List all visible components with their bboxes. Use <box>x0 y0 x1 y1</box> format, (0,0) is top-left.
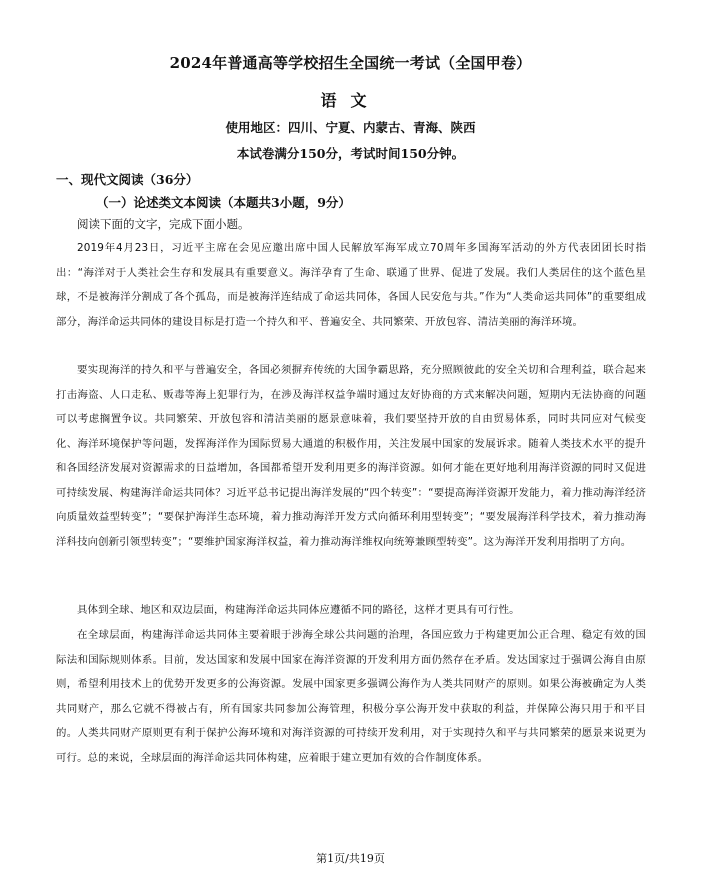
subsection-heading: （一）论述类文本阅读（本题共3小题，9分） <box>96 195 351 210</box>
paragraph-3: 具体到全球、地区和双边层面，构建海洋命运共同体应遵循不同的路径，这样才更具有可行性。 <box>77 604 520 616</box>
paragraph-2: 要实现海洋的持久和平与普遍安全，各国必须摒弃传统的大国争霸思路，充分照顾彼此的安全关切和合理利益，联合起来打击海盗、人口走私、贩毒等海上犯罪行为，在涉及海洋权益争端时通过友好协商的方式来解决问题，短期内无法协商的问题可以考虑搁置争议。共同繁荣、开放包容和清洁美丽的愿景意味着，我们要坚持开放的自由贸易体系，同时共同应对气候变化、海洋环境保护等问题，发挥海洋作为国际贸易大通道的积极作用，关注发展中国家的发展诉求。随着人类技术水平的提升和各国经济发展对资源需求的日益增加，各国都希望开发利用更多的海洋资源。如何才能在更好地利用海洋资源的同时又促进可持续发展、构建海洋命运共同体？习近平总书记提出海洋发展的“四个转变”：“要提高海洋资源开发能力，着力推动海洋经济向质量效益型转变”；“要保护海洋生态环境，着力推动海洋开发方式向循环利用型转变”；“要发展海洋科学技术，着力推动海洋科技向创新引领型转变”；“要维护国家海洋权益，着力推动海洋维权向统筹兼顾型转变”。这为海洋开发利用指明了方向。 <box>56 364 646 548</box>
paragraph-1: 2019年4月23日，习近平主席在会见应邀出席中国人民解放军海军成立70周年多国海军活动的外方代表团团长时指出：“海洋对于人类社会生存和发展具有重要意义。海洋孕育了生命、联通了世界、促进了发展。我们人类居住的这个蓝色星球，不是被海洋分割成了各个孤岛，而是被海洋连结成了命运共同体，各国人民安危与共。”作为“人类命运共同体”的重要组成部分，海洋命运共同体的建设目标是打造一个持久和平、普遍安全、共同繁荣、开放包容、清洁美丽的海洋环境。 <box>56 242 646 328</box>
subject-title: 语文 <box>320 91 381 110</box>
exam-title: 2024年普通高等学校招生全国统一考试（全国甲卷） <box>169 54 532 72</box>
section-heading: 一、现代文阅读（36分） <box>56 172 199 187</box>
reading-instruction: 阅读下面的文字，完成下面小题。 <box>77 217 250 231</box>
regions-line: 使用地区：四川、宁夏、内蒙古、青海、陕西 <box>225 120 476 135</box>
page-number: 第1页/共19页 <box>316 852 385 865</box>
exam-info-line: 本试卷满分150分，考试时间150分钟。 <box>236 146 465 161</box>
paragraph-4: 在全球层面，构建海洋命运共同体主要着眼于涉海全球公共问题的治理，各国应致力于构建更加公正合理、稳定有效的国际法和国际规则体系。目前，发达国家和发展中国家在海洋资源的开发利用方面仍然存在矛盾。发达国家过于强调公海自由原则，希望利用技术上的优势开发更多的公海资源。发展中国家更多强调公海作为人类共同财产的原则。如果公海被确定为人类共同财产，那么它就不得被占有，所有国家共同参加公海管理，积极分享公海开发中获取的利益，并保障公海只用于和平目的。人类共同财产原则更有利于保护公海环境和对海洋资源的可持续开发利用，对于实现持久和平与共同繁荣的愿景来说更为可行。总的来说，全球层面的海洋命运共同体构建，应着眼于建立更加有效的合作制度体系。 <box>56 629 646 764</box>
